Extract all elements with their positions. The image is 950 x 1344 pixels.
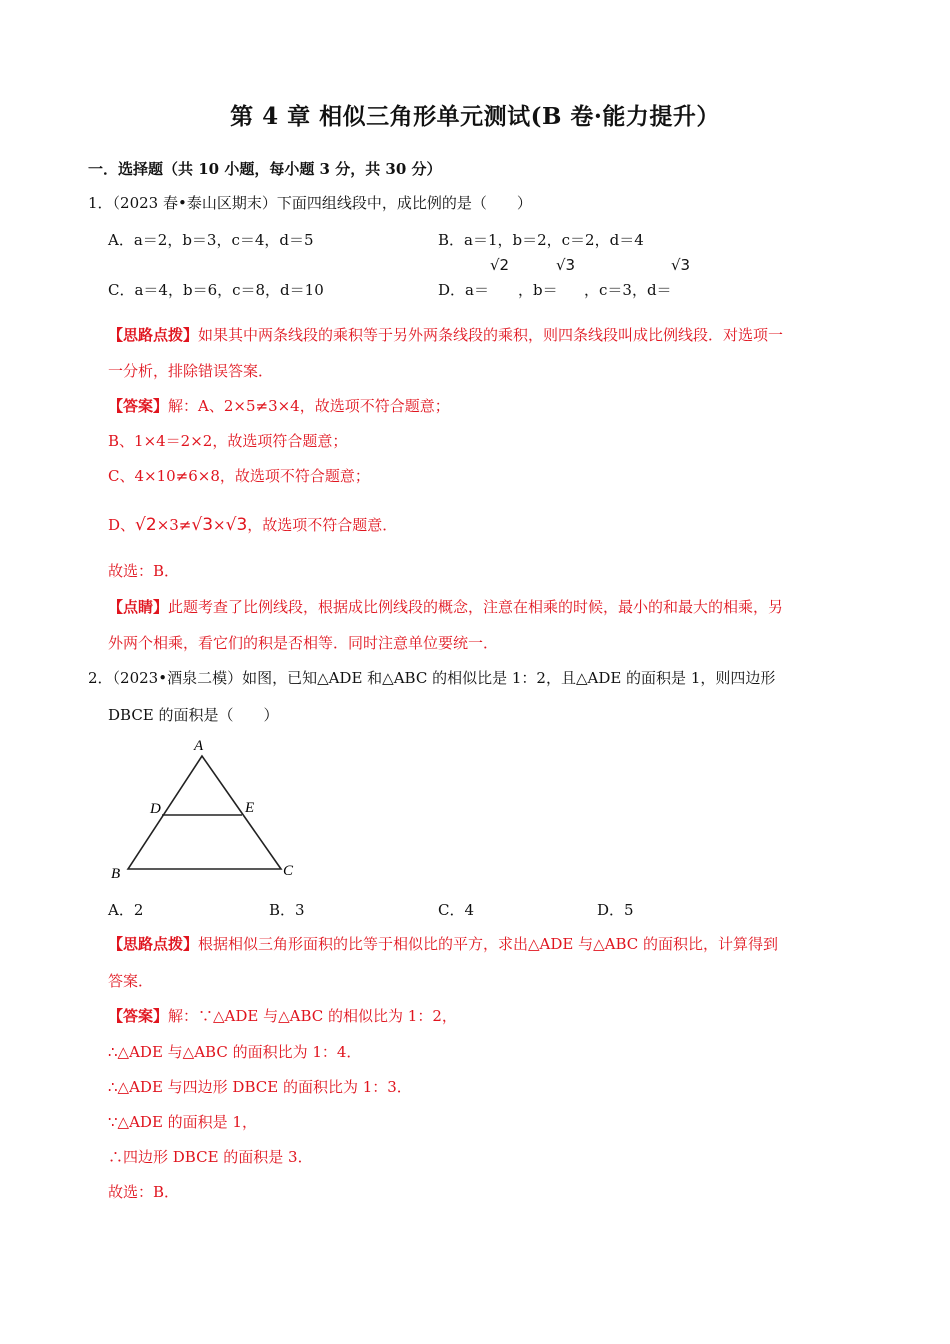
vertex-b-label: B bbox=[111, 866, 121, 882]
q1-hint-text-1: 如果其中两条线段的乘积等于另外两条线段的乘积，则四条线段叫成比例线段．对选项一 bbox=[198, 326, 784, 344]
ans4-sqrt2: √2 bbox=[135, 515, 157, 535]
sqrt3-d: √3 bbox=[671, 256, 691, 274]
q1-option-d-prefix: D．a＝ bbox=[438, 281, 489, 299]
q1-answer-line-5: 故选：B． bbox=[108, 562, 180, 580]
q1-answer-line-4 bbox=[108, 514, 397, 535]
q2-answer-label: 【答案】 bbox=[108, 1007, 169, 1025]
ans4-sqrt3-a: √3 bbox=[191, 515, 214, 535]
q1-option-d-b: ，b＝ bbox=[518, 281, 558, 299]
q1-answer-line-1: 解：A、2×5≠3×4，故选项不符合题意； bbox=[168, 397, 450, 415]
section-heading: 一．选择题（共 10 小题，每小题 3 分，共 30 分） bbox=[88, 160, 442, 178]
ans4-sqrt3-b: √3 bbox=[225, 515, 248, 535]
q2-answer-line-6: 故选：B． bbox=[108, 1183, 180, 1201]
q1-stem: 1．（2023 春•泰山区期末）下面四组线段中，成比例的是（ ） bbox=[88, 194, 532, 212]
q1-option-b: B．a＝1，b＝2，c＝2，d＝4 bbox=[438, 231, 644, 249]
q1-note-label: 【点睛】 bbox=[108, 598, 169, 616]
q2-stem-1: 2．（2023•酒泉二模）如图，已知△ADE 和△ABC 的相似比是 1：2，且△ADE 的面积是 1，则四边形 bbox=[88, 669, 776, 687]
triangle-figure bbox=[100, 732, 310, 882]
q2-answer-line-5: ∴四边形 DBCE 的面积是 3． bbox=[108, 1148, 313, 1166]
q1-answer-label: 【答案】 bbox=[108, 397, 169, 415]
q2-option-b: B．3 bbox=[269, 901, 305, 919]
q1-note-text-2: 外两个相乘，看它们的积是否相等．同时注意单位要统一． bbox=[108, 634, 499, 652]
q1-option-a: A．a＝2，b＝3，c＝4，d＝5 bbox=[108, 231, 314, 249]
q2-option-c: C．4 bbox=[438, 901, 475, 919]
q2-answer-line-4: ∵△ADE 的面积是 1， bbox=[108, 1113, 257, 1131]
q1-answer-line-3: C、4×10≠6×8，故选项不符合题意； bbox=[108, 467, 370, 485]
ans4-mid1: ×3≠ bbox=[156, 516, 192, 534]
sqrt2-a: √2 bbox=[490, 256, 510, 274]
ans4-prefix: D、 bbox=[108, 516, 136, 534]
q2-option-a: A．2 bbox=[108, 901, 144, 919]
q1-option-c: C．a＝4，b＝6，c＝8，d＝10 bbox=[108, 281, 324, 299]
vertex-d-label: D bbox=[150, 801, 161, 817]
q1-note bbox=[108, 596, 783, 617]
q1-answer-line-2: B、1×4＝2×2，故选项符合题意； bbox=[108, 432, 348, 450]
vertex-e-label: E bbox=[245, 800, 255, 816]
q2-answer bbox=[108, 1005, 457, 1026]
page-title: 第 4 章 相似三角形单元测试(B 卷·能力提升） bbox=[230, 103, 720, 130]
q2-answer-line-3: ∴△ADE 与四边形 DBCE 的面积比为 1：3． bbox=[108, 1078, 412, 1096]
q1-hint-label: 【思路点拨】 bbox=[108, 326, 199, 344]
q2-answer-line-1: 解：∵△ADE 与△ABC 的相似比为 1：2， bbox=[168, 1007, 457, 1025]
ans4-mid2: × bbox=[213, 516, 226, 534]
q1-hint-text-2: 一分析，排除错误答案． bbox=[108, 362, 274, 380]
q2-answer-line-2: ∴△ADE 与△ABC 的面积比为 1：4． bbox=[108, 1043, 362, 1061]
q1-answer bbox=[108, 395, 450, 416]
q1-option-d bbox=[438, 279, 489, 300]
q1-hint bbox=[108, 324, 783, 345]
sqrt3-b: √3 bbox=[556, 256, 576, 274]
ans4-suffix: ，故选项不符合题意． bbox=[247, 516, 398, 534]
q2-hint bbox=[108, 933, 778, 954]
q2-hint-text-2: 答案． bbox=[108, 972, 154, 990]
q2-hint-text-1: 根据相似三角形面积的比等于相似比的平方，求出△ADE 与△ABC 的面积比，计算得到 bbox=[198, 935, 779, 953]
vertex-a-label: A bbox=[194, 738, 204, 754]
q2-option-d: D．5 bbox=[597, 901, 634, 919]
q2-stem-2: DBCE 的面积是（ ） bbox=[108, 706, 279, 724]
q1-option-d-c: ，c＝3，d＝ bbox=[584, 281, 672, 299]
q2-hint-label: 【思路点拨】 bbox=[108, 935, 199, 953]
vertex-c-label: C bbox=[283, 863, 294, 879]
q1-note-text-1: 此题考查了比例线段，根据成比例线段的概念，注意在相乘的时候，最小的和最大的相乘，另 bbox=[168, 598, 784, 616]
